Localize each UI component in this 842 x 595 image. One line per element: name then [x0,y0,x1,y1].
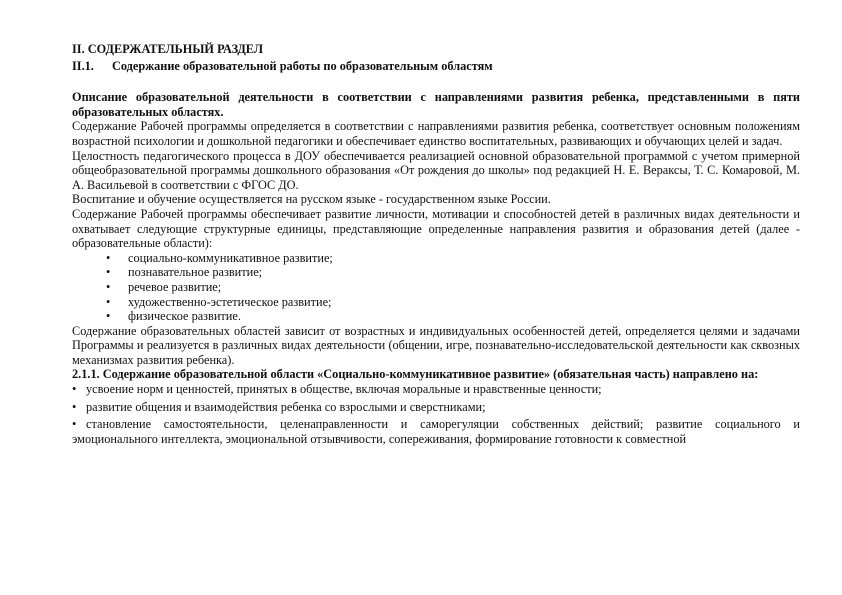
document-page [72,42,800,449]
subsection-title: Содержание образовательной работы по образовательным областям [112,58,493,73]
intro-paragraph: Описание образовательной деятельности в соответствии с направлениями развития ребенка, представленными в пяти образовательных областях. [72,90,800,119]
areas-list [72,251,800,324]
spacer [72,73,800,90]
list-item: • художественно-эстетическое развитие; [106,295,800,310]
section-title: II. СОДЕРЖАТЕЛЬНЫЙ РАЗДЕЛ [72,42,263,56]
paragraph-4: Содержание Рабочей программы обеспечивает развитие личности, мотивации и способностей детей в различных видах деятельности и охватывает следующие структурные единицы, представляющие определенные направления развития и образования детей (далее - образовательные области): [72,206,800,251]
list-item: • становление самостоятельности, целенаправленности и саморегуляции собственных действий; развитие социального и эмоционального интеллекта, эмоциональной отзывчивости, сопереживания, формирование готовности к совместной [72,417,800,446]
list-item: • развитие общения и взаимодействия ребенка со взрослыми и сверстниками; [72,400,800,415]
paragraph-5: Содержание образовательных областей зависит от возрастных и индивидуальных особенностей детей, определяется целями и задачами Программы и реализуется в различных видах деятельности (общении, игре, познавательно-исследовательской деятельности как сквозных механизмах развития ребенка). [72,323,800,367]
list-item: • речевое развитие; [106,280,800,295]
list-item: • физическое развитие. [106,309,800,324]
paragraph-1: Содержание Рабочей программы определяется в соответствии с направлениями развития ребенка, соответствует основным положениям возрастной психологии и дошкольной педагогики и обеспечивает единство воспитательных, развивающих и обучающих целей и задач. [72,119,800,148]
goals-list [72,382,800,446]
list-item: • усвоение норм и ценностей, принятых в обществе, включая моральные и нравственные ценности; [72,382,800,397]
list-item: • социально-коммуникативное развитие; [106,251,800,266]
paragraph-3: Воспитание и обучение осуществляется на русском языке - государственном языке России. [72,192,551,207]
subsection-number: II.1. [72,58,94,73]
paragraph-2: Целостность педагогического процесса в ДОУ обеспечивается реализацией основной образовательной программой с учетом примерной общеобразовательной программы дошкольного образования «От рождения до школы» под редакцией Н. Е. Вераксы, Т. С. Комаровой, М. А. Васильевой в соответствии с ФГОС ДО. [72,148,800,192]
subsection-heading [72,59,800,74]
subheading-2-1-1: 2.1.1. Содержание образовательной области «Социально-коммуникативное развитие» (обязательная часть) направлено на: [72,367,759,382]
list-item: • познавательное развитие; [106,265,800,280]
